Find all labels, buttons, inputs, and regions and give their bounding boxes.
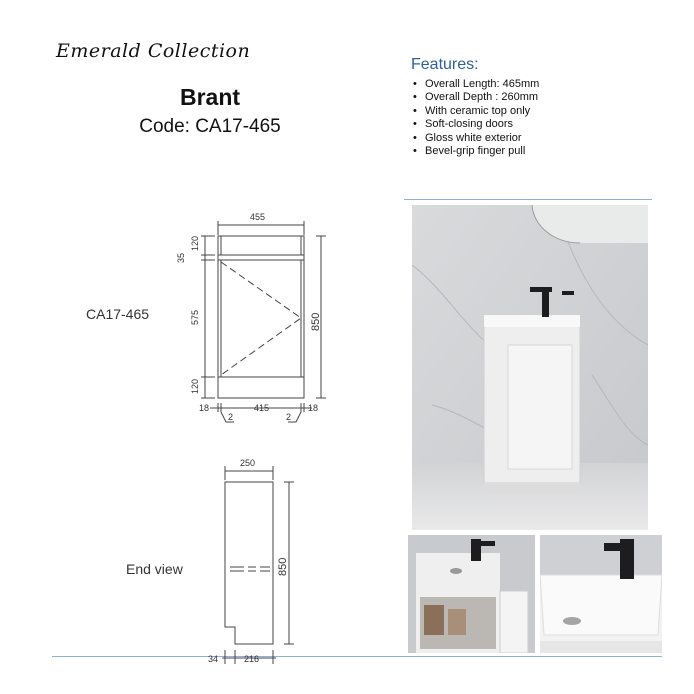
dim-end-height: 850: [277, 557, 289, 576]
feature-item: • Soft-closing doors: [411, 118, 539, 131]
product-code: Code: CA17-465: [139, 116, 281, 137]
feature-item: • With ceramic top only: [411, 105, 539, 118]
feature-item: • Gloss white exterior: [411, 132, 539, 145]
end-outline: [225, 482, 273, 644]
features-list: [411, 78, 539, 158]
features-title: Features:: [411, 56, 479, 73]
dim-top-panel: 120: [190, 235, 200, 251]
dim-gap-left: 2: [228, 412, 234, 422]
dim-width: 455: [250, 212, 266, 222]
dim-side-right: 18: [308, 403, 319, 413]
dim-toe-kick: 34: [208, 654, 219, 664]
end-view-drawing: [200, 452, 310, 672]
dim-plinth: 120: [190, 378, 200, 394]
dim-height: 850: [310, 312, 322, 331]
dim-top-edge: 35: [176, 252, 186, 263]
dim-side-left: 18: [199, 403, 210, 413]
dim-gap-right: 2: [286, 412, 292, 422]
dim-depth: 250: [240, 458, 256, 468]
front-view-label: CA17-465: [86, 306, 150, 322]
footer-divider: [52, 656, 662, 657]
dim-inner-width: 415: [254, 403, 270, 413]
feature-item: • Overall Depth : 260mm: [411, 91, 539, 104]
end-view-label: End view: [126, 561, 183, 577]
feature-item: • Bevel-grip finger pull: [411, 145, 539, 158]
dim-base-depth: 216: [244, 654, 260, 664]
door-swing-lines: [221, 262, 301, 375]
dim-door: 575: [190, 309, 200, 325]
product-photo-basin-closeup: [540, 535, 662, 653]
feature-item: • Overall Length: 465mm: [411, 78, 539, 91]
header-divider: [404, 199, 652, 200]
product-photo-main: [412, 205, 648, 530]
brand-logo-text: Emerald Collection: [56, 40, 251, 62]
product-photo-open-door: [408, 535, 535, 653]
product-name: Brant: [179, 84, 241, 110]
front-elevation-drawing: [170, 205, 340, 435]
